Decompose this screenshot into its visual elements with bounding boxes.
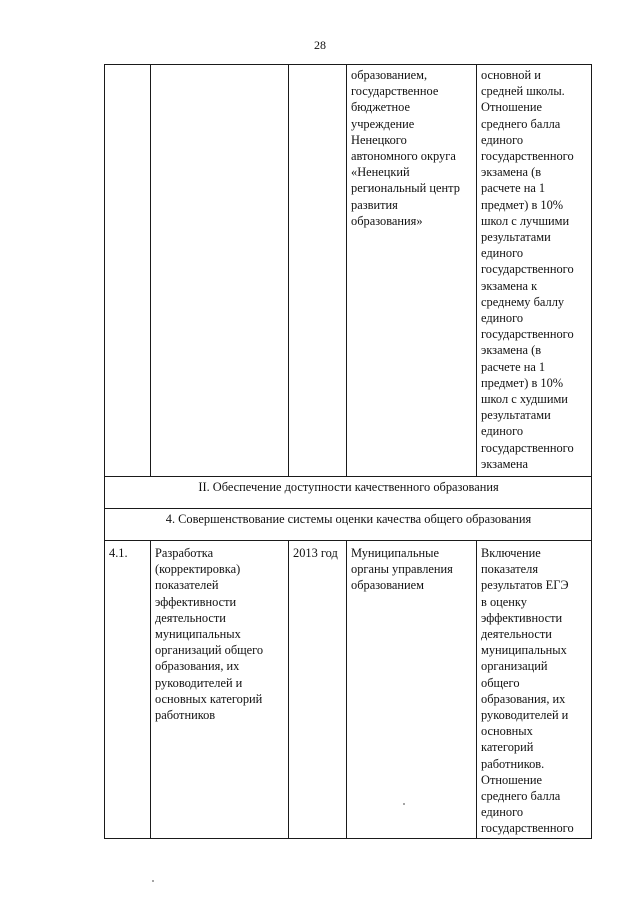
cell-activity [151, 65, 289, 477]
cell-activity: Разработка (корректировка) показателей эффективности деятельности муниципальных организаций общего образования, их руководителей и основных категорий работников [151, 541, 289, 839]
cell-number [105, 65, 151, 477]
measures-table [104, 64, 592, 839]
scan-speck [403, 803, 405, 805]
page-number: 28 [314, 38, 326, 52]
cell-deadline: 2013 год [289, 541, 347, 839]
scan-speck [152, 880, 154, 882]
cell-deadline [289, 65, 347, 477]
cell-number: 4.1. [105, 541, 151, 839]
cell-result: основной и средней школы. Отношение среднего балла единого государственного экзамена (в расчете на 1 предмет) в 10% школ с лучшими результатами единого государственного экзамена к среднему баллу единого государственного экзамена (в расчете на 1 предмет) в 10% школ с худшими результатами единого государственного экзамена [477, 65, 592, 477]
section-heading: II. Обеспечение доступности качественного образования [105, 477, 592, 509]
subsection-heading: 4. Совершенствование системы оценки качества общего образования [105, 509, 592, 541]
cell-result: Включение показателя результатов ЕГЭ в оценку эффективности деятельности муниципальных организаций общего образования, их руководителей и основных категорий работников. Отношение среднего балла единого государственного [477, 541, 592, 839]
table-row-section-heading [105, 477, 592, 509]
table-row-4-1 [105, 541, 592, 839]
table-row-subsection-heading [105, 509, 592, 541]
table-row-continued [105, 65, 592, 477]
cell-responsible: Муниципальные органы управления образованием [347, 541, 477, 839]
cell-responsible: образованием, государственное бюджетное учреждение Ненецкого автономного округа «Ненецкий региональный центр развития образования» [347, 65, 477, 477]
